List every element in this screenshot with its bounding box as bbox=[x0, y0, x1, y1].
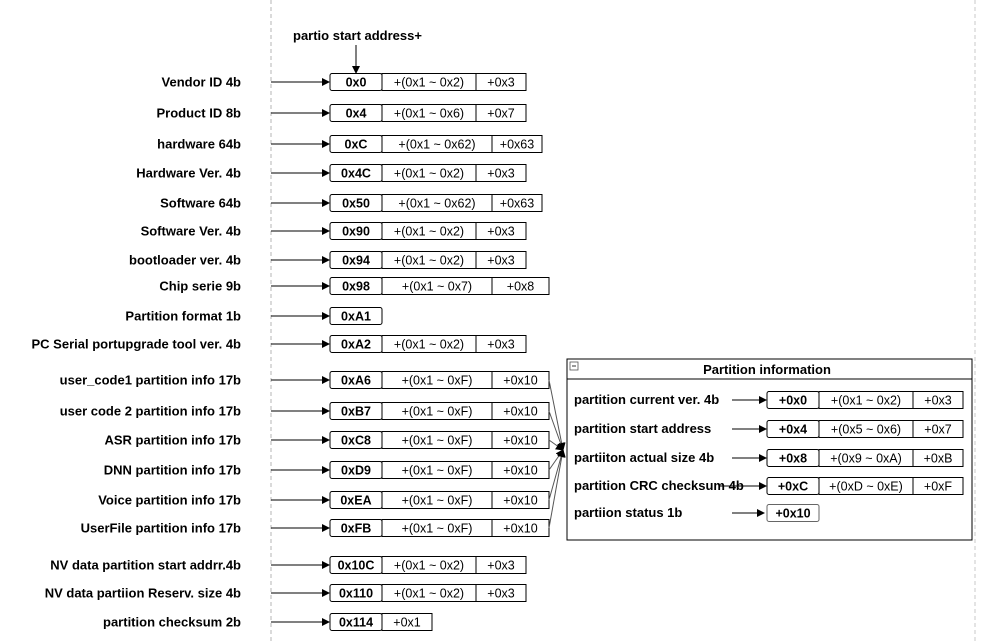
row-label: Chip serie 9b bbox=[159, 278, 241, 294]
partition-range-value: +0x7 bbox=[924, 422, 952, 437]
offset-value: +(0x1 ~ 0x2) bbox=[393, 337, 465, 352]
offset-value: +0x3 bbox=[487, 224, 515, 239]
memory-row bbox=[32, 336, 527, 353]
offset-value: +(0x1 ~ 0x2) bbox=[393, 166, 465, 181]
offset-value: +0x10 bbox=[503, 373, 538, 388]
row-label: UserFile partition info 17b bbox=[80, 520, 241, 536]
row-label: bootloader ver. 4b bbox=[129, 252, 241, 268]
offset-value: +(0x1 ~ 0xF) bbox=[401, 373, 473, 388]
address-value: 0xEA bbox=[340, 493, 372, 508]
row-label: hardware 64b bbox=[157, 136, 241, 152]
memory-row bbox=[129, 252, 526, 269]
offset-value: +(0x1 ~ 0x2) bbox=[393, 586, 465, 601]
partition-info-label: partition start address bbox=[574, 421, 712, 436]
partition-range-value: +0xF bbox=[923, 479, 953, 494]
offset-value: +0x8 bbox=[506, 279, 535, 294]
partition-info-row bbox=[574, 421, 963, 438]
offset-value: +(0x1 ~ 0x2) bbox=[393, 558, 465, 573]
row-label: Partition format 1b bbox=[125, 308, 241, 324]
address-value: 0xA1 bbox=[341, 309, 371, 324]
address-value: 0x90 bbox=[342, 224, 370, 239]
address-value: 0x94 bbox=[342, 253, 370, 268]
offset-value: +(0x1 ~ 0xF) bbox=[401, 433, 473, 448]
row-label: DNN partition info 17b bbox=[103, 462, 241, 478]
offset-value: +0x63 bbox=[499, 196, 535, 211]
partition-range-value: +(0x9 ~ 0xA) bbox=[830, 451, 902, 466]
offset-value: +0x10 bbox=[503, 493, 538, 508]
offset-value: +(0x1 ~ 0xF) bbox=[401, 463, 473, 478]
offset-value: +(0x1 ~ 0x62) bbox=[398, 137, 476, 152]
partition-offset-value: +0x10 bbox=[775, 506, 811, 521]
offset-value: +0x3 bbox=[487, 558, 515, 573]
memory-row bbox=[157, 136, 542, 153]
address-value: 0x110 bbox=[338, 586, 374, 601]
memory-row bbox=[45, 585, 526, 602]
row-label: NV data partiion Reserv. size 4b bbox=[44, 585, 241, 601]
partition-info-row bbox=[574, 392, 963, 409]
address-value: 0x114 bbox=[338, 615, 374, 630]
offset-value: +0x3 bbox=[487, 166, 515, 181]
row-label: user_code1 partition info 17b bbox=[59, 372, 241, 388]
offset-value: +(0x1 ~ 0x2) bbox=[393, 253, 465, 268]
partition-offset-value: +0x0 bbox=[778, 393, 808, 408]
address-value: 0x10C bbox=[337, 558, 375, 573]
partition-range-value: +(0x1 ~ 0x2) bbox=[830, 393, 902, 408]
offset-value: +(0x1 ~ 0xF) bbox=[401, 493, 473, 508]
partition-offset-value: +0x8 bbox=[778, 451, 808, 466]
partition-info-connector bbox=[549, 380, 563, 450]
row-label: Voice partition info 17b bbox=[98, 492, 241, 508]
offset-value: +0x10 bbox=[503, 433, 538, 448]
partition-offset-value: +0x4 bbox=[778, 422, 808, 437]
partition-info-connector bbox=[549, 450, 563, 528]
offset-value: +0x3 bbox=[487, 253, 515, 268]
address-value: 0xD9 bbox=[341, 463, 371, 478]
address-value: 0xA2 bbox=[341, 337, 371, 352]
row-label: NV data partition start addrr.4b bbox=[50, 557, 241, 573]
address-value: 0x50 bbox=[342, 196, 370, 211]
partition-info-label: partition CRC checksum 4b bbox=[574, 478, 744, 493]
row-label: user code 2 partition info 17b bbox=[59, 403, 241, 419]
offset-value: +0x10 bbox=[503, 463, 538, 478]
address-value: 0xA6 bbox=[341, 373, 371, 388]
memory-row bbox=[141, 223, 526, 240]
row-label: Hardware Ver. 4b bbox=[136, 165, 241, 181]
offset-value: +(0x1 ~ 0xF) bbox=[401, 521, 473, 536]
memory-row bbox=[98, 492, 549, 509]
partition-offset-value: +0xC bbox=[777, 479, 809, 494]
partition-information-box bbox=[567, 359, 972, 540]
offset-value: +(0x1 ~ 0x6) bbox=[393, 106, 465, 121]
offset-value: +0x3 bbox=[487, 337, 515, 352]
address-value: 0xC bbox=[344, 137, 368, 152]
address-value: 0x4C bbox=[341, 166, 371, 181]
offset-value: +(0x1 ~ 0x62) bbox=[398, 196, 476, 211]
partition-info-row bbox=[574, 450, 963, 467]
offset-value: +0x3 bbox=[487, 586, 515, 601]
memory-row bbox=[160, 195, 542, 212]
partition-range-value: +(0xD ~ 0xE) bbox=[829, 479, 903, 494]
offset-value: +(0x1 ~ 0xF) bbox=[401, 404, 473, 419]
partition-info-label: partiion status 1b bbox=[574, 505, 683, 520]
address-value: 0x0 bbox=[345, 75, 367, 90]
row-label: partition checksum 2b bbox=[103, 614, 241, 630]
address-value: 0xFB bbox=[340, 521, 372, 536]
row-label: ASR partition info 17b bbox=[104, 432, 241, 448]
memory-row bbox=[125, 308, 382, 325]
memory-row bbox=[105, 432, 550, 449]
partition-range-value: +0x3 bbox=[924, 393, 952, 408]
offset-value: +(0x1 ~ 0x7) bbox=[401, 279, 473, 294]
offset-value: +0x3 bbox=[487, 75, 515, 90]
memory-row bbox=[104, 462, 549, 479]
partition-info-label: partiiton actual size 4b bbox=[574, 450, 715, 465]
memory-row bbox=[136, 165, 526, 182]
offset-value: +0x10 bbox=[503, 521, 538, 536]
offset-value: +(0x1 ~ 0x2) bbox=[393, 224, 465, 239]
row-label: Product ID 8b bbox=[156, 105, 241, 121]
offset-value: +0x10 bbox=[503, 404, 538, 419]
row-label: Vendor ID 4b bbox=[161, 74, 241, 90]
offset-value: +0x1 bbox=[393, 615, 421, 630]
row-label: Software Ver. 4b bbox=[140, 223, 241, 239]
memory-row bbox=[156, 105, 526, 122]
address-value: 0xC8 bbox=[341, 433, 371, 448]
memory-row bbox=[162, 74, 526, 91]
row-label: PC Serial portupgrade tool ver. 4b bbox=[31, 336, 241, 352]
memory-row bbox=[81, 520, 549, 537]
offset-value: +(0x1 ~ 0x2) bbox=[393, 75, 465, 90]
partition-range-value: +0xB bbox=[923, 451, 953, 466]
memory-row bbox=[60, 403, 549, 420]
offset-value: +0x7 bbox=[487, 106, 515, 121]
row-label: Software 64b bbox=[160, 195, 241, 211]
offset-value: +0x63 bbox=[499, 137, 535, 152]
address-value: 0x98 bbox=[342, 279, 370, 294]
memory-row bbox=[159, 278, 549, 295]
start-address-label: partio start address+ bbox=[293, 28, 422, 43]
partition-info-title: Partition information bbox=[703, 362, 831, 377]
address-value: 0xB7 bbox=[341, 404, 371, 419]
partition-info-label: partition current ver. 4b bbox=[574, 392, 720, 407]
address-value: 0x4 bbox=[345, 106, 367, 121]
partition-range-value: +(0x5 ~ 0x6) bbox=[830, 422, 902, 437]
partition-info-row bbox=[574, 478, 963, 495]
memory-row bbox=[103, 614, 432, 631]
partition-info-connector bbox=[549, 450, 563, 500]
memory-row bbox=[50, 557, 526, 574]
memory-row bbox=[60, 372, 549, 389]
